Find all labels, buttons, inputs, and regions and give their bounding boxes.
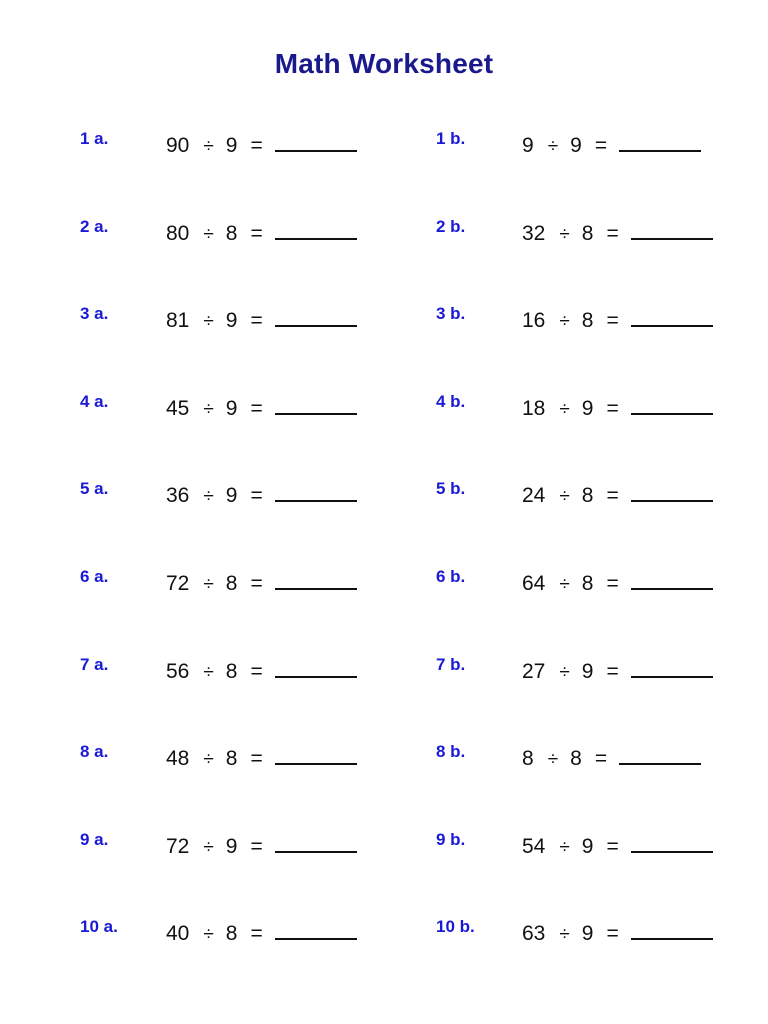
problem-label: 9 b.	[436, 830, 466, 849]
problem-label: 7 b.	[436, 655, 466, 674]
equals-sign: =	[606, 222, 619, 245]
division-expression	[166, 130, 357, 158]
problem-label: 7 a.	[80, 655, 109, 674]
division-expression	[166, 568, 357, 596]
divisor: 8	[581, 222, 594, 245]
answer-blank[interactable]	[275, 743, 357, 765]
divisor: 9	[570, 134, 582, 157]
divide-sign: ÷	[203, 837, 214, 858]
problem-label: 3 b.	[436, 304, 466, 323]
equals-sign: =	[250, 572, 263, 595]
problem-label: 1 a.	[80, 129, 109, 148]
divide-sign: ÷	[559, 837, 570, 858]
problem-1-a	[80, 129, 410, 169]
dividend: 9	[522, 134, 534, 157]
dividend: 72	[166, 835, 190, 858]
problem-label: 8 a.	[80, 742, 109, 761]
answer-blank[interactable]	[631, 305, 713, 327]
divide-sign: ÷	[203, 399, 214, 420]
equals-sign: =	[250, 222, 263, 245]
equals-sign: =	[606, 660, 619, 683]
problem-label: 3 a.	[80, 304, 109, 323]
divide-sign: ÷	[559, 662, 570, 683]
answer-blank[interactable]	[631, 918, 713, 940]
dividend: 80	[166, 222, 190, 245]
dividend: 81	[166, 309, 190, 332]
worksheet-title: Math Worksheet	[274, 48, 494, 79]
division-expression	[522, 480, 713, 508]
problem-4-b	[436, 392, 766, 432]
dividend: 90	[166, 134, 190, 157]
divisor: 8	[225, 922, 238, 945]
divisor: 9	[225, 134, 238, 157]
division-expression	[166, 305, 357, 333]
answer-blank[interactable]	[619, 130, 701, 152]
divide-sign: ÷	[559, 486, 570, 507]
dividend: 27	[522, 660, 546, 683]
dividend: 16	[522, 309, 546, 332]
divisor: 8	[581, 309, 594, 332]
problem-5-a	[80, 479, 410, 519]
problem-8-b	[436, 742, 766, 782]
problem-6-b	[436, 567, 766, 607]
problem-label: 1 b.	[436, 129, 466, 148]
problem-1-b	[436, 129, 766, 169]
answer-blank[interactable]	[631, 831, 713, 853]
divisor: 9	[581, 660, 594, 683]
division-expression	[522, 305, 713, 333]
problem-label: 10 a.	[80, 917, 118, 936]
divisor: 8	[225, 660, 238, 683]
divisor: 9	[581, 922, 594, 945]
division-expression	[522, 218, 713, 246]
equals-sign: =	[250, 134, 263, 157]
answer-blank[interactable]	[631, 656, 713, 678]
divide-sign: ÷	[203, 224, 214, 245]
answer-blank[interactable]	[275, 831, 357, 853]
divisor: 8	[225, 747, 238, 770]
divide-sign: ÷	[559, 224, 570, 245]
problem-label: 5 b.	[436, 479, 466, 498]
division-expression	[522, 743, 701, 771]
dividend: 54	[522, 835, 546, 858]
divisor: 9	[225, 397, 238, 420]
problem-label: 9 a.	[80, 830, 109, 849]
dividend: 64	[522, 572, 546, 595]
dividend: 18	[522, 397, 546, 420]
equals-sign: =	[250, 397, 263, 420]
divide-sign: ÷	[203, 749, 214, 770]
equals-sign: =	[606, 309, 619, 332]
problem-4-a	[80, 392, 410, 432]
divide-sign: ÷	[203, 311, 214, 332]
division-expression	[166, 656, 357, 684]
answer-blank[interactable]	[275, 218, 357, 240]
divisor: 9	[581, 397, 594, 420]
divisor: 9	[225, 484, 238, 507]
divisor: 9	[581, 835, 594, 858]
dividend: 24	[522, 484, 546, 507]
answer-blank[interactable]	[631, 218, 713, 240]
divisor: 8	[225, 222, 238, 245]
division-expression	[522, 918, 713, 946]
divide-sign: ÷	[559, 924, 570, 945]
dividend: 56	[166, 660, 190, 683]
problem-3-b	[436, 304, 766, 344]
equals-sign: =	[250, 835, 263, 858]
answer-blank[interactable]	[275, 130, 357, 152]
divide-sign: ÷	[203, 924, 214, 945]
equals-sign: =	[594, 747, 608, 770]
division-expression	[166, 393, 357, 421]
equals-sign: =	[606, 835, 619, 858]
problem-label: 6 b.	[436, 567, 466, 586]
division-expression	[166, 831, 357, 859]
problem-label: 4 b.	[436, 392, 466, 411]
divide-sign: ÷	[203, 574, 214, 595]
division-expression	[522, 656, 713, 684]
answer-blank[interactable]	[631, 480, 713, 502]
answer-blank[interactable]	[631, 568, 713, 590]
divisor: 8	[570, 747, 582, 770]
divide-sign: ÷	[203, 136, 214, 157]
dividend: 36	[166, 484, 190, 507]
equals-sign: =	[250, 922, 263, 945]
divide-sign: ÷	[547, 136, 559, 157]
dividend: 32	[522, 222, 546, 245]
answer-blank[interactable]	[275, 656, 357, 678]
divide-sign: ÷	[559, 574, 570, 595]
problem-label: 4 a.	[80, 392, 109, 411]
division-expression	[522, 393, 713, 421]
dividend: 45	[166, 397, 190, 420]
answer-blank[interactable]	[275, 305, 357, 327]
problem-10-a	[80, 917, 410, 957]
answer-blank[interactable]	[619, 743, 701, 765]
division-expression	[522, 568, 713, 596]
problem-3-a	[80, 304, 410, 344]
problem-2-a	[80, 217, 410, 257]
equals-sign: =	[250, 309, 263, 332]
divide-sign: ÷	[203, 662, 214, 683]
problem-label: 8 b.	[436, 742, 466, 761]
answer-blank[interactable]	[275, 393, 357, 415]
problem-label: 5 a.	[80, 479, 109, 498]
divisor: 8	[581, 484, 594, 507]
division-expression	[166, 480, 357, 508]
equals-sign: =	[606, 397, 619, 420]
equals-sign: =	[250, 747, 263, 770]
problem-2-b	[436, 217, 766, 257]
answer-blank[interactable]	[275, 918, 357, 940]
divisor: 8	[225, 572, 238, 595]
problem-5-b	[436, 479, 766, 519]
divide-sign: ÷	[559, 311, 570, 332]
dividend: 72	[166, 572, 190, 595]
dividend: 8	[522, 747, 534, 770]
problem-9-a	[80, 830, 410, 870]
dividend: 40	[166, 922, 190, 945]
problem-9-b	[436, 830, 766, 870]
division-expression	[166, 918, 357, 946]
equals-sign: =	[606, 922, 619, 945]
division-expression	[166, 743, 357, 771]
problem-7-a	[80, 655, 410, 695]
divisor: 8	[581, 572, 594, 595]
divide-sign: ÷	[203, 486, 214, 507]
problem-8-a	[80, 742, 410, 782]
divisor: 9	[225, 835, 238, 858]
problem-6-a	[80, 567, 410, 607]
answer-blank[interactable]	[631, 393, 713, 415]
division-expression	[166, 218, 357, 246]
problem-label: 2 a.	[80, 217, 109, 236]
equals-sign: =	[606, 484, 619, 507]
divide-sign: ÷	[559, 399, 570, 420]
problem-7-b	[436, 655, 766, 695]
problem-label: 6 a.	[80, 567, 109, 586]
problem-label: 10 b.	[436, 917, 475, 936]
problem-10-b	[436, 917, 766, 957]
dividend: 48	[166, 747, 190, 770]
answer-blank[interactable]	[275, 568, 357, 590]
equals-sign: =	[250, 660, 263, 683]
equals-sign: =	[606, 572, 619, 595]
dividend: 63	[522, 922, 546, 945]
answer-blank[interactable]	[275, 480, 357, 502]
problem-label: 2 b.	[436, 217, 466, 236]
division-expression	[522, 130, 701, 158]
equals-sign: =	[250, 484, 263, 507]
divide-sign: ÷	[547, 749, 559, 770]
equals-sign: =	[594, 134, 608, 157]
division-expression	[522, 831, 713, 859]
divisor: 9	[225, 309, 238, 332]
